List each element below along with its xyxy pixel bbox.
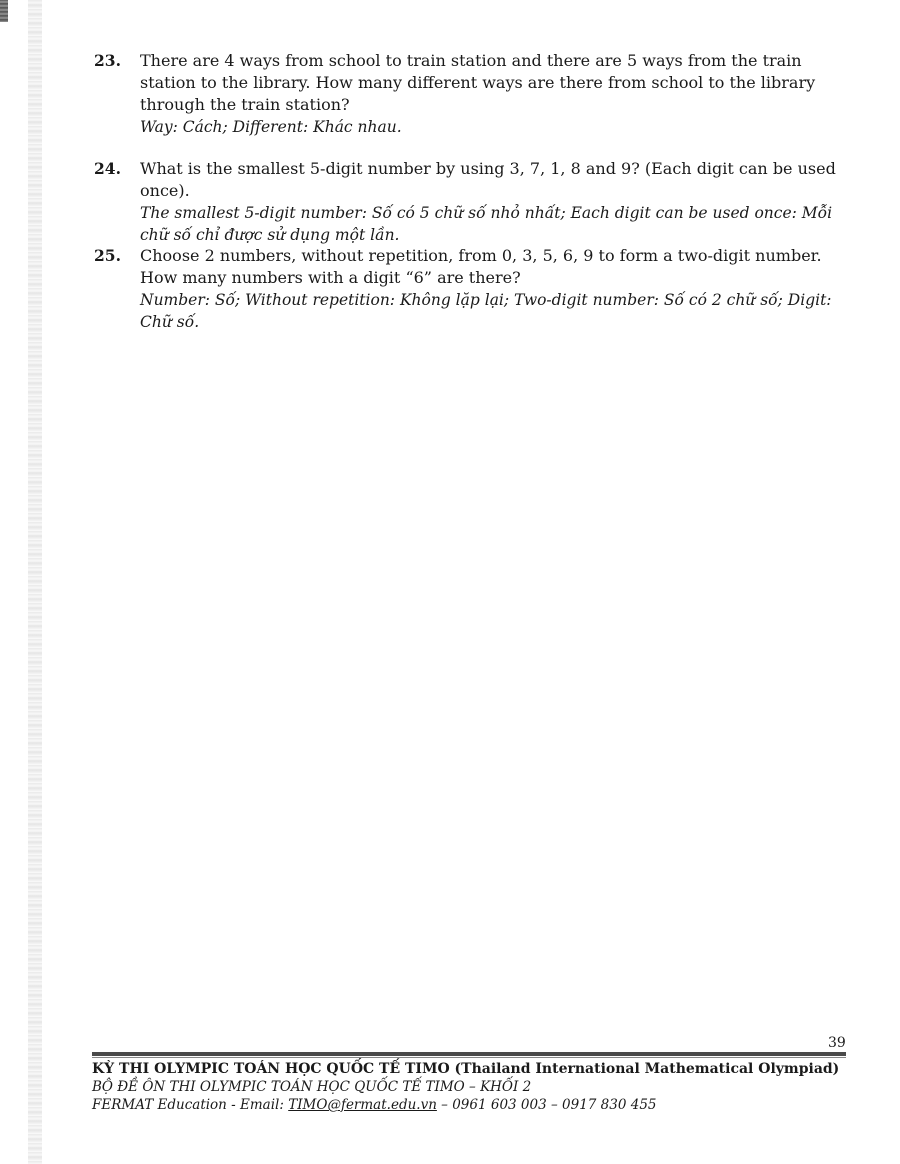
scan-corner-artifact (0, 0, 8, 22)
footer-title: KỲ THI OLYMPIC TOÁN HỌC QUỐC TẾ TIMO (Thailand International Mathematical Olympiad) (92, 1061, 840, 1077)
footer-contact (92, 1096, 657, 1114)
footer-rule-thin (92, 1057, 846, 1058)
problem-translation: Way: Cách; Different: Khác nhau. (140, 118, 402, 136)
problem-question: Choose 2 numbers, without repetition, from 0, 3, 5, 6, 9 to form a two-digit number. How many numbers with a digit “6” are there? (140, 246, 822, 287)
problem-number: 23. (94, 51, 121, 70)
footer-subtitle: BỘ ĐỀ ÔN THI OLYMPIC TOÁN HỌC QUỐC TẾ TIMO – KHỐI 2 (92, 1079, 532, 1095)
footer-phone-numbers: – 0961 603 003 – 0917 830 455 (436, 1097, 657, 1113)
footer-email-link[interactable]: TIMO@fermat.edu.vn (288, 1097, 437, 1113)
problem-number: 25. (94, 246, 121, 265)
footer-contact-prefix: FERMAT Education - Email: (92, 1097, 289, 1113)
problem-number: 24. (94, 159, 121, 178)
problem-25 (94, 245, 850, 333)
problem-23 (94, 50, 850, 138)
problem-translation: Number: Số; Without repetition: Không lặp lại; Two-digit number: Số có 2 chữ số; Digit: Chữ số. (140, 291, 832, 331)
problem-question: There are 4 ways from school to train station and there are 5 ways from the train station to the library. How many different ways are there from school to the library through the train station? (140, 51, 816, 114)
footer-rule (92, 1052, 846, 1056)
scan-edge-artifact (28, 0, 42, 1164)
page-number: 39 (828, 1035, 846, 1051)
problem-question: What is the smallest 5-digit number by using 3, 7, 1, 8 and 9? (Each digit can be used once). (140, 159, 836, 200)
problem-translation: The smallest 5-digit number: Số có 5 chữ số nhỏ nhất; Each digit can be used once: Mỗi chữ số chỉ được sử dụng một lần. (140, 204, 833, 244)
problem-24 (94, 158, 850, 246)
